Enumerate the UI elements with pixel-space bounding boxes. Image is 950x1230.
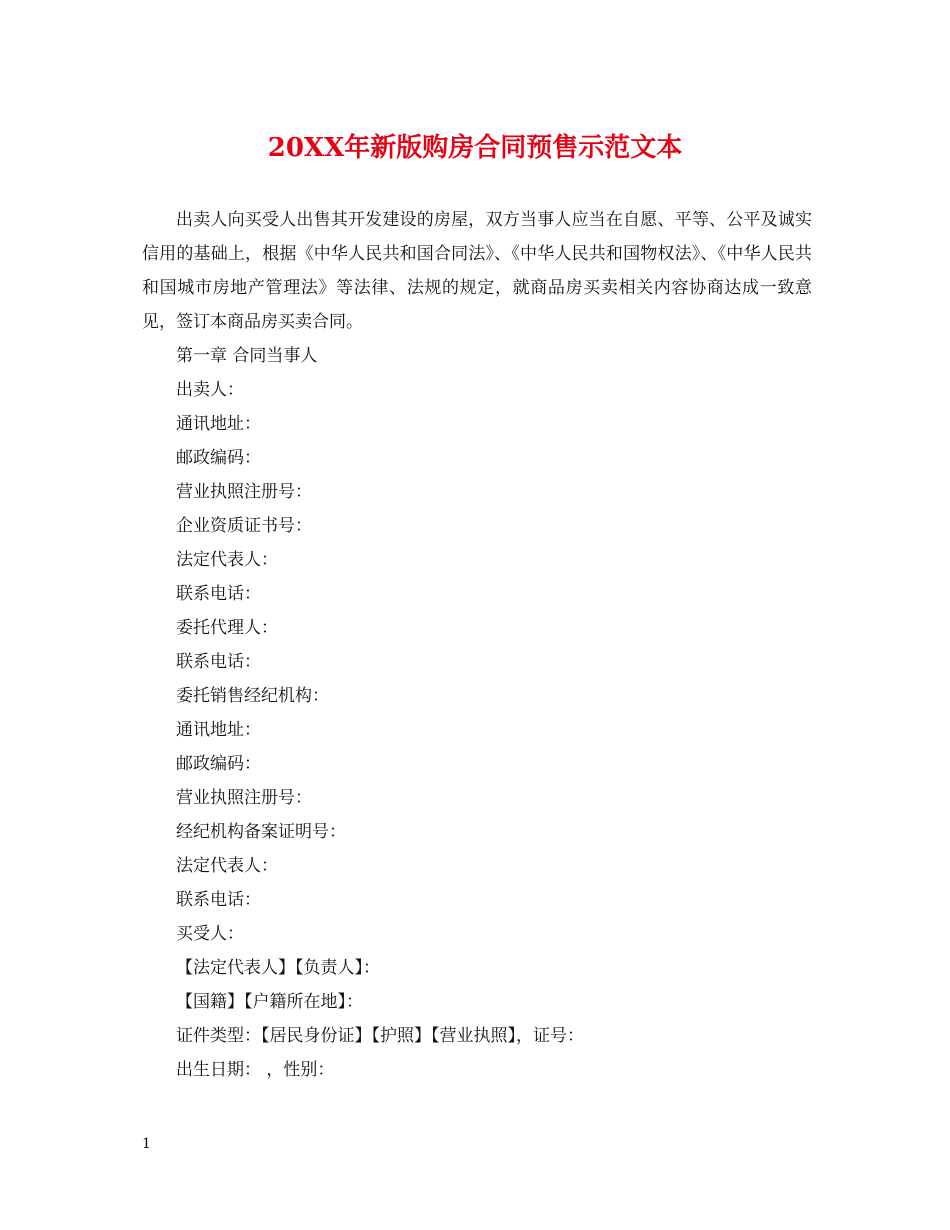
field-broker-address: 通讯地址： xyxy=(176,720,261,740)
field-seller-agent-phone: 联系电话： xyxy=(176,652,261,672)
field-broker-legal-rep: 法定代表人： xyxy=(176,856,278,876)
field-buyer-birth-gender: 出生日期： ，性别： xyxy=(176,1060,335,1080)
document-title: 20XX年新版购房合同预售示范文本 xyxy=(267,133,683,163)
field-buyer: 买受人： xyxy=(176,924,244,944)
field-seller: 出卖人： xyxy=(176,380,244,400)
field-seller-license: 营业执照注册号： xyxy=(176,482,312,502)
field-seller-address: 通讯地址： xyxy=(176,414,261,434)
field-seller-legal-rep: 法定代表人： xyxy=(176,550,278,570)
field-buyer-legal-rep: 【法定代表人】【负责人】： xyxy=(176,958,380,978)
contract-field-list xyxy=(142,339,812,1087)
field-broker-postcode: 邮政编码： xyxy=(176,754,261,774)
field-broker-record: 经纪机构备案证明号： xyxy=(176,822,346,842)
field-seller-postcode: 邮政编码： xyxy=(176,448,261,468)
field-broker: 委托销售经纪机构： xyxy=(176,686,329,706)
field-buyer-nationality: 【国籍】【户籍所在地】： xyxy=(176,992,363,1012)
field-seller-agent: 委托代理人： xyxy=(176,618,278,638)
page-number: 1 xyxy=(142,1136,151,1152)
intro-paragraph: 出卖人向买受人出售其开发建设的房屋，双方当事人应当在自愿、平等、公平及诚实信用的基础上，根据《中华人民共和国合同法》、《中华人民共和国物权法》、《中华人民共和国城市房地产管理法》等法律、法规的规定，就商品房买卖相关内容协商达成一致意见，签订本商品房买卖合同。 xyxy=(142,210,812,332)
field-seller-phone: 联系电话： xyxy=(176,584,261,604)
document-body xyxy=(142,203,812,1087)
field-broker-license: 营业执照注册号： xyxy=(176,788,312,808)
chapter-heading: 第一章 合同当事人 xyxy=(176,346,318,366)
field-seller-qualification: 企业资质证书号： xyxy=(176,516,312,536)
field-broker-phone: 联系电话： xyxy=(176,890,261,910)
field-buyer-id-type: 证件类型：【居民身份证】【护照】【营业执照】，证号： xyxy=(176,1026,584,1046)
